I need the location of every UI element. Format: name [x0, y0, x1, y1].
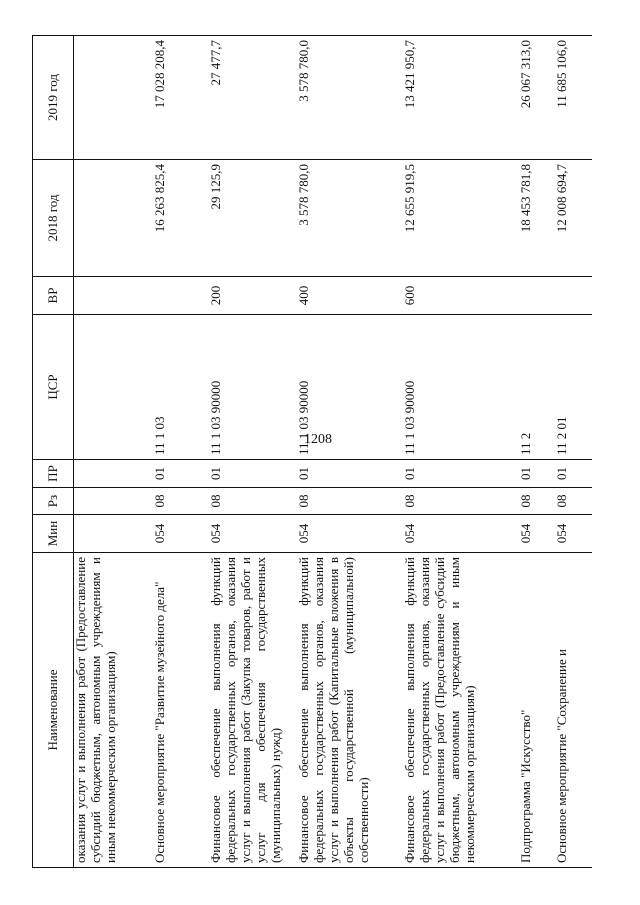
row-rz: 08: [206, 488, 294, 515]
header-vr: ВР: [33, 277, 74, 315]
row-pr: 01: [552, 460, 592, 488]
header-name: Наименование: [33, 553, 74, 868]
row-vr: 200: [206, 277, 294, 315]
row-csr: 11 1 03 90000: [206, 315, 294, 460]
row-name: оказания услуг и выполнения работ (Предоставление субсидий бюджетным, автономным учреждениям и иным некоммерческим организациям): [74, 553, 151, 868]
table-row: [206, 36, 294, 868]
row-2019: 17 028 208,4: [150, 36, 206, 160]
row-vr: 600: [400, 277, 516, 315]
header-min: Мин: [33, 515, 74, 553]
row-pr: 01: [206, 460, 294, 488]
row-2019: [74, 36, 151, 160]
table-row: [74, 36, 151, 868]
row-pr: 01: [150, 460, 206, 488]
table-row: [150, 36, 206, 868]
row-name: Финансовое обеспечение выполнения функций федеральных государственных органов, оказания услуг и выполнения работ (Закупка товаров, работ и услуг для обеспечения государственных (муниципальных) нужд): [206, 553, 294, 868]
rotated-table-container: [32, 36, 577, 868]
row-min: 054: [400, 515, 516, 553]
row-min: 054: [294, 515, 400, 553]
table-row: [552, 36, 592, 868]
row-2019: 26 067 313,0: [516, 36, 552, 160]
row-2018: [74, 160, 151, 277]
row-2018: 18 453 781,8: [516, 160, 552, 277]
row-2019: 13 421 950,7: [400, 36, 516, 160]
table-row: [294, 36, 400, 868]
row-rz: 08: [150, 488, 206, 515]
row-rz: 08: [552, 488, 592, 515]
row-2018: 12 008 694,7: [552, 160, 592, 277]
row-csr: 11 2: [516, 315, 552, 460]
row-2019: 3 578 780,0: [294, 36, 400, 160]
header-pr: ПР: [33, 460, 74, 488]
row-2018: 16 263 825,4: [150, 160, 206, 277]
row-2018: 29 125,9: [206, 160, 294, 277]
row-vr: 400: [294, 277, 400, 315]
header-2019: 2019 год: [33, 36, 74, 160]
header-csr: ЦСР: [33, 315, 74, 460]
row-vr: [552, 277, 592, 315]
budget-table: [32, 35, 592, 868]
row-name: Финансовое обеспечение выполнения функций федеральных государственных органов, оказания услуг и выполнения работ (Капитальные вложения в объекты государственной (муниципальной) собственности): [294, 553, 400, 868]
row-min: 054: [552, 515, 592, 553]
row-csr: [74, 315, 151, 460]
row-2019: 27 477,7: [206, 36, 294, 160]
row-name: Основное мероприятие "Развитие музейного дела": [150, 553, 206, 868]
row-vr: [74, 277, 151, 315]
row-2018: 12 655 919,5: [400, 160, 516, 277]
row-name: Подпрограмма "Искусство": [516, 553, 552, 868]
row-csr: 11 1 03 90000: [294, 315, 400, 460]
row-rz: [74, 488, 151, 515]
row-rz: 08: [516, 488, 552, 515]
table-row: [400, 36, 516, 868]
row-pr: 01: [294, 460, 400, 488]
row-min: [74, 515, 151, 553]
header-rz: Рз: [33, 488, 74, 515]
row-2019: 11 685 106,0: [552, 36, 592, 160]
row-rz: 08: [400, 488, 516, 515]
row-min: 054: [206, 515, 294, 553]
row-name: Основное мероприятие "Сохранение и: [552, 553, 592, 868]
row-min: 054: [516, 515, 552, 553]
row-pr: [74, 460, 151, 488]
table-row: [516, 36, 552, 868]
row-csr: 11 1 03: [150, 315, 206, 460]
row-vr: [150, 277, 206, 315]
row-min: 054: [150, 515, 206, 553]
row-rz: 08: [294, 488, 400, 515]
row-vr: [516, 277, 552, 315]
table-header-row: [33, 36, 74, 868]
row-csr: 11 2 01: [552, 315, 592, 460]
header-2018: 2018 год: [33, 160, 74, 277]
row-pr: 01: [516, 460, 552, 488]
row-2018: 3 578 780,0: [294, 160, 400, 277]
row-name: Финансовое обеспечение выполнения функций федеральных государственных органов, оказания услуг и выполнения работ (Предоставление субсидий бюджетным, автономным учреждениям и иным некоммерческим организациям): [400, 553, 516, 868]
row-pr: 01: [400, 460, 516, 488]
page-number-text: 1208: [304, 432, 332, 447]
row-csr: 11 1 03 90000: [400, 315, 516, 460]
